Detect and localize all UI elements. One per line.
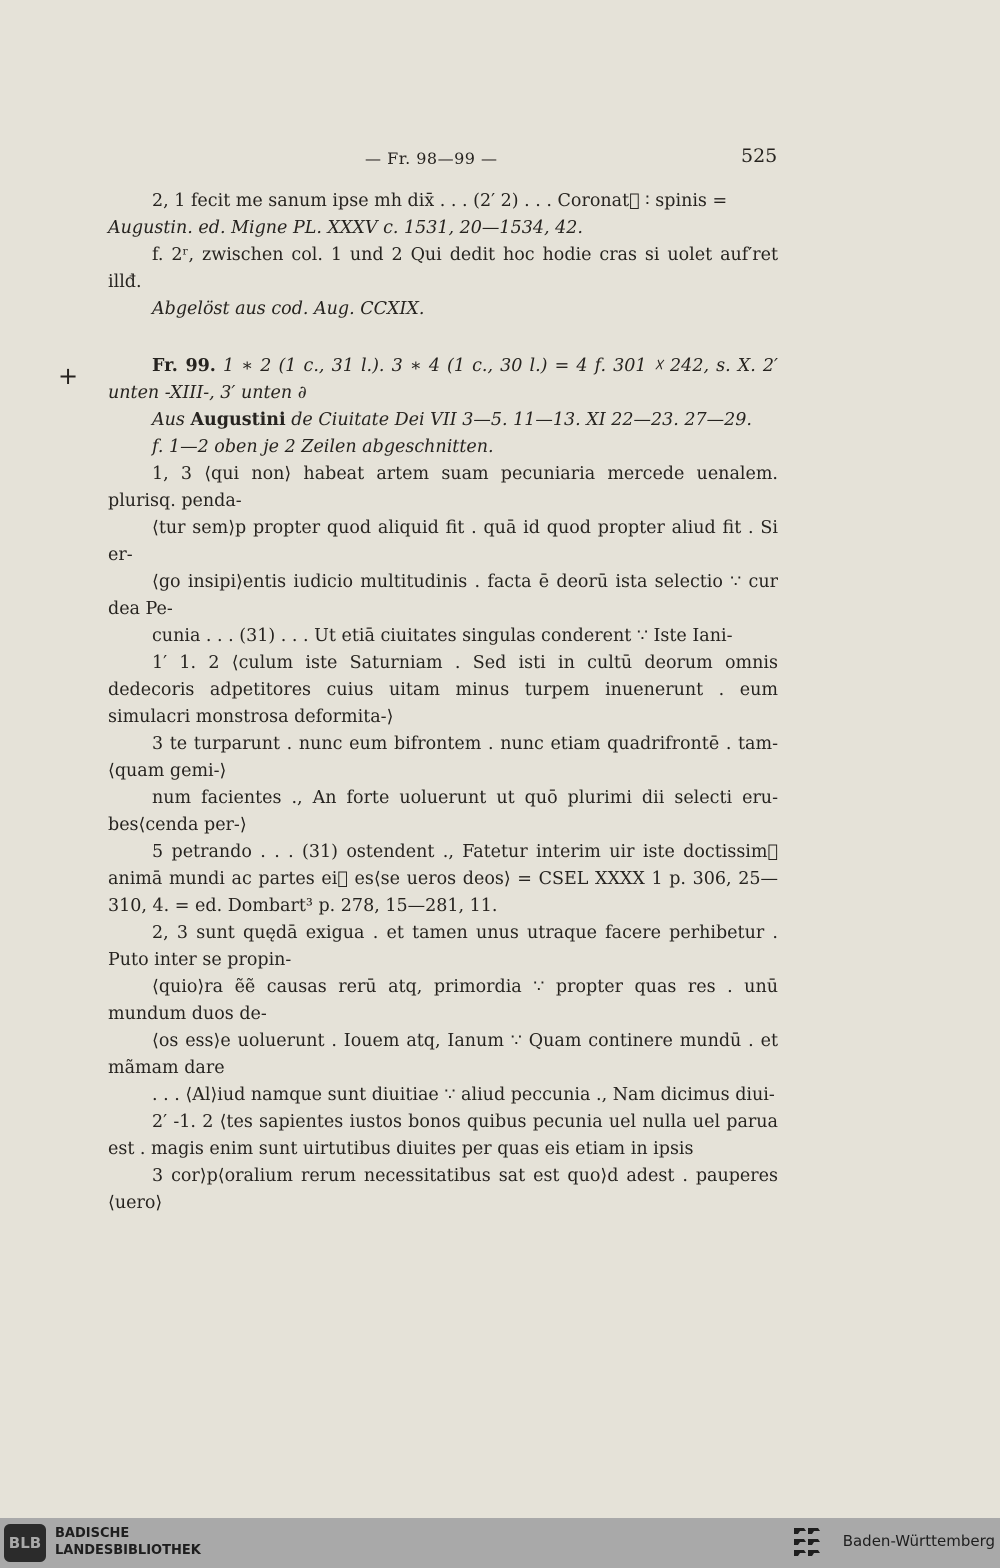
state-name[interactable]: Baden-Württemberg: [842, 1532, 995, 1550]
library-name-line1: BADISCHE: [55, 1526, 130, 1541]
transcription-line: num facientes ., An forte uoluerunt ut quō plurimi dii selecti eru-bes⟨cenda per-⟩: [108, 788, 778, 835]
page-number: 525: [741, 145, 778, 167]
blb-logo[interactable]: BLB: [4, 1524, 46, 1562]
transcription-line: cunia . . . (31) . . . Ut etiā ciuitates singulas conderent ∵ Iste Iani-: [152, 626, 733, 646]
citation-line: Augustin. ed. Migne PL. XXXV c. 1531, 20—1534, 42.: [108, 218, 583, 238]
lions-coat-of-arms-icon: [790, 1524, 824, 1562]
transcription-line: ⟨os ess⟩e uoluerunt . Iouem atq, Ianum ∵ Quam continere mundū . et mãmam dare: [108, 1031, 778, 1078]
fragment-label: Fr. 99.: [152, 356, 216, 376]
transcription-line: 3 te turparunt . nunc eum bifrontem . nunc etiam quadrifrontē . tam-⟨quam gemi-⟩: [108, 734, 778, 781]
transcription-line: ⟨quio⟩ra ẽẽ causas rerū atq, primordia ∵ propter quas res . unū mundum duos de-: [108, 977, 778, 1024]
library-name-line2: LANDESBIBLIOTHEK: [55, 1543, 201, 1558]
transcription-line: 3 cor⟩p⟨oralium rerum necessitatibus sat est quo⟩d adest . pauperes ⟨uero⟩: [108, 1166, 778, 1213]
library-name[interactable]: [55, 1525, 201, 1559]
margin-cross-mark: +: [58, 362, 79, 390]
source-line: [108, 407, 778, 434]
transcription-line: ⟨go insipi⟩entis iudicio multitudinis . facta ē deorū ista selectio ∵ cur dea Pe-: [108, 572, 778, 619]
source-prefix: Aus: [152, 410, 191, 430]
transcription-line: ⟨tur sem⟩p propter quod aliquid fit . quā id quod propter aliud fit . Si er-: [108, 518, 778, 565]
transcription-line: 1′ 1. 2 ⟨culum iste Saturniam . Sed isti in cultū deorum omnis dedecoris adpetitores cuius uitam minus turpem inuenerunt . eum simulacri monstrosa deformita-⟩: [108, 653, 778, 727]
text-line: 2, 1 fecit me sanum ipse mh dix̄ . . . (2′ 2) . . . Coronat᷑ ∶ spinis =: [152, 191, 728, 211]
running-title: — Fr. 98—99 —: [365, 149, 498, 168]
transcription-line: 5 petrando . . . (31) ostendent ., Fatetur interim uir iste doctissim᷑ animā mundi ac partes ei᷑ es⟨se ueros deos⟩ = CSEL XXXX 1 p. 306, 25—310, 4. = ed. Dombart³ p. 278, 15—281, 11.: [108, 842, 778, 916]
page-header: [0, 145, 1000, 173]
fragment-heading: [108, 353, 778, 407]
provenance-line: Abgelöst aus cod. Aug. CCXIX.: [152, 299, 425, 319]
footer-bar: [0, 1518, 1000, 1568]
document-body: [108, 188, 778, 1217]
source-work: de Ciuitate Dei VII 3—5. 11—13. XI 22—23. 27—29.: [285, 410, 752, 430]
transcription-line: 2′ -1. 2 ⟨tes sapientes iustos bonos quibus pecunia uel nulla uel parua est . magis enim sunt uirtutibus diuites per quas eis etiam in ipsis: [108, 1112, 778, 1159]
transcription-line: 2, 3 sunt quędā exigua . et tamen unus utraque facere perhibetur . Puto inter se propin-: [108, 923, 778, 970]
transcription-line: 1, 3 ⟨qui non⟩ habeat artem suam pecuniaria mercede uenalem. plurisq. penda-: [108, 464, 778, 511]
fragment-description: 1 ∗ 2 (1 c., 31 l.). 3 ∗ 4 (1 c., 30 l.) = 4 f. 301 ☓ 242, s. X. 2′ unten -XIII-, 3′ unten ∂: [108, 356, 778, 403]
author-name: Augustini: [190, 410, 286, 430]
transcription-line: . . . ⟨Al⟩iud namque sunt diuitiae ∵ aliud peccunia ., Nam dicimus diui-: [152, 1085, 775, 1105]
text-line: f. 2ʳ, zwischen col. 1 und 2 Qui dedit hoc hodie cras si uolet auf′ret illđ.: [108, 245, 778, 292]
note-line: f. 1—2 oben je 2 Zeilen abgeschnitten.: [152, 437, 494, 457]
